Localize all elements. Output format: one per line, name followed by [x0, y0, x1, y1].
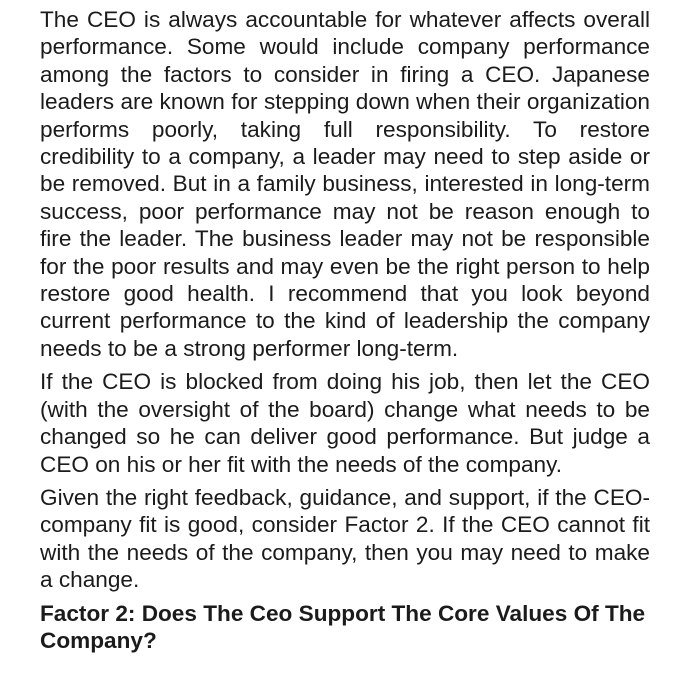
paragraph-accountability: The CEO is always accountable for whatever affects overall performance. Some would include company performance among the factors to consider in firing a CEO. Japanese leaders are known for stepping down when their organization performs poorly, taking full responsibility. To restore credibility to a company, a leader may need to step aside or be removed. But in a family business, interested in long-term success, poor performance may not be reason enough to fire the leader. The business leader may not be responsible for the poor results and may even be the right person to help restore good health. I recommend that you look beyond current performance to the kind of leadership the company needs to be a strong performer long-term. — [40, 7, 650, 361]
section-heading-factor-2: Factor 2: Does The Ceo Support The Core Values Of The Company? — [40, 600, 646, 653]
paragraph-company-fit: Given the right feedback, guidance, and support, if the CEO-company fit is good, consider Factor 2. If the CEO cannot fit with the needs of the company, then you may need to make a change. — [40, 484, 650, 593]
document-page — [40, 6, 650, 654]
paragraph-blocked-ceo: If the CEO is blocked from doing his job, then let the CEO (with the oversight of the board) change what needs to be changed so he can deliver good performance. But judge a CEO on his or her fit with the needs of the company. — [40, 369, 650, 477]
